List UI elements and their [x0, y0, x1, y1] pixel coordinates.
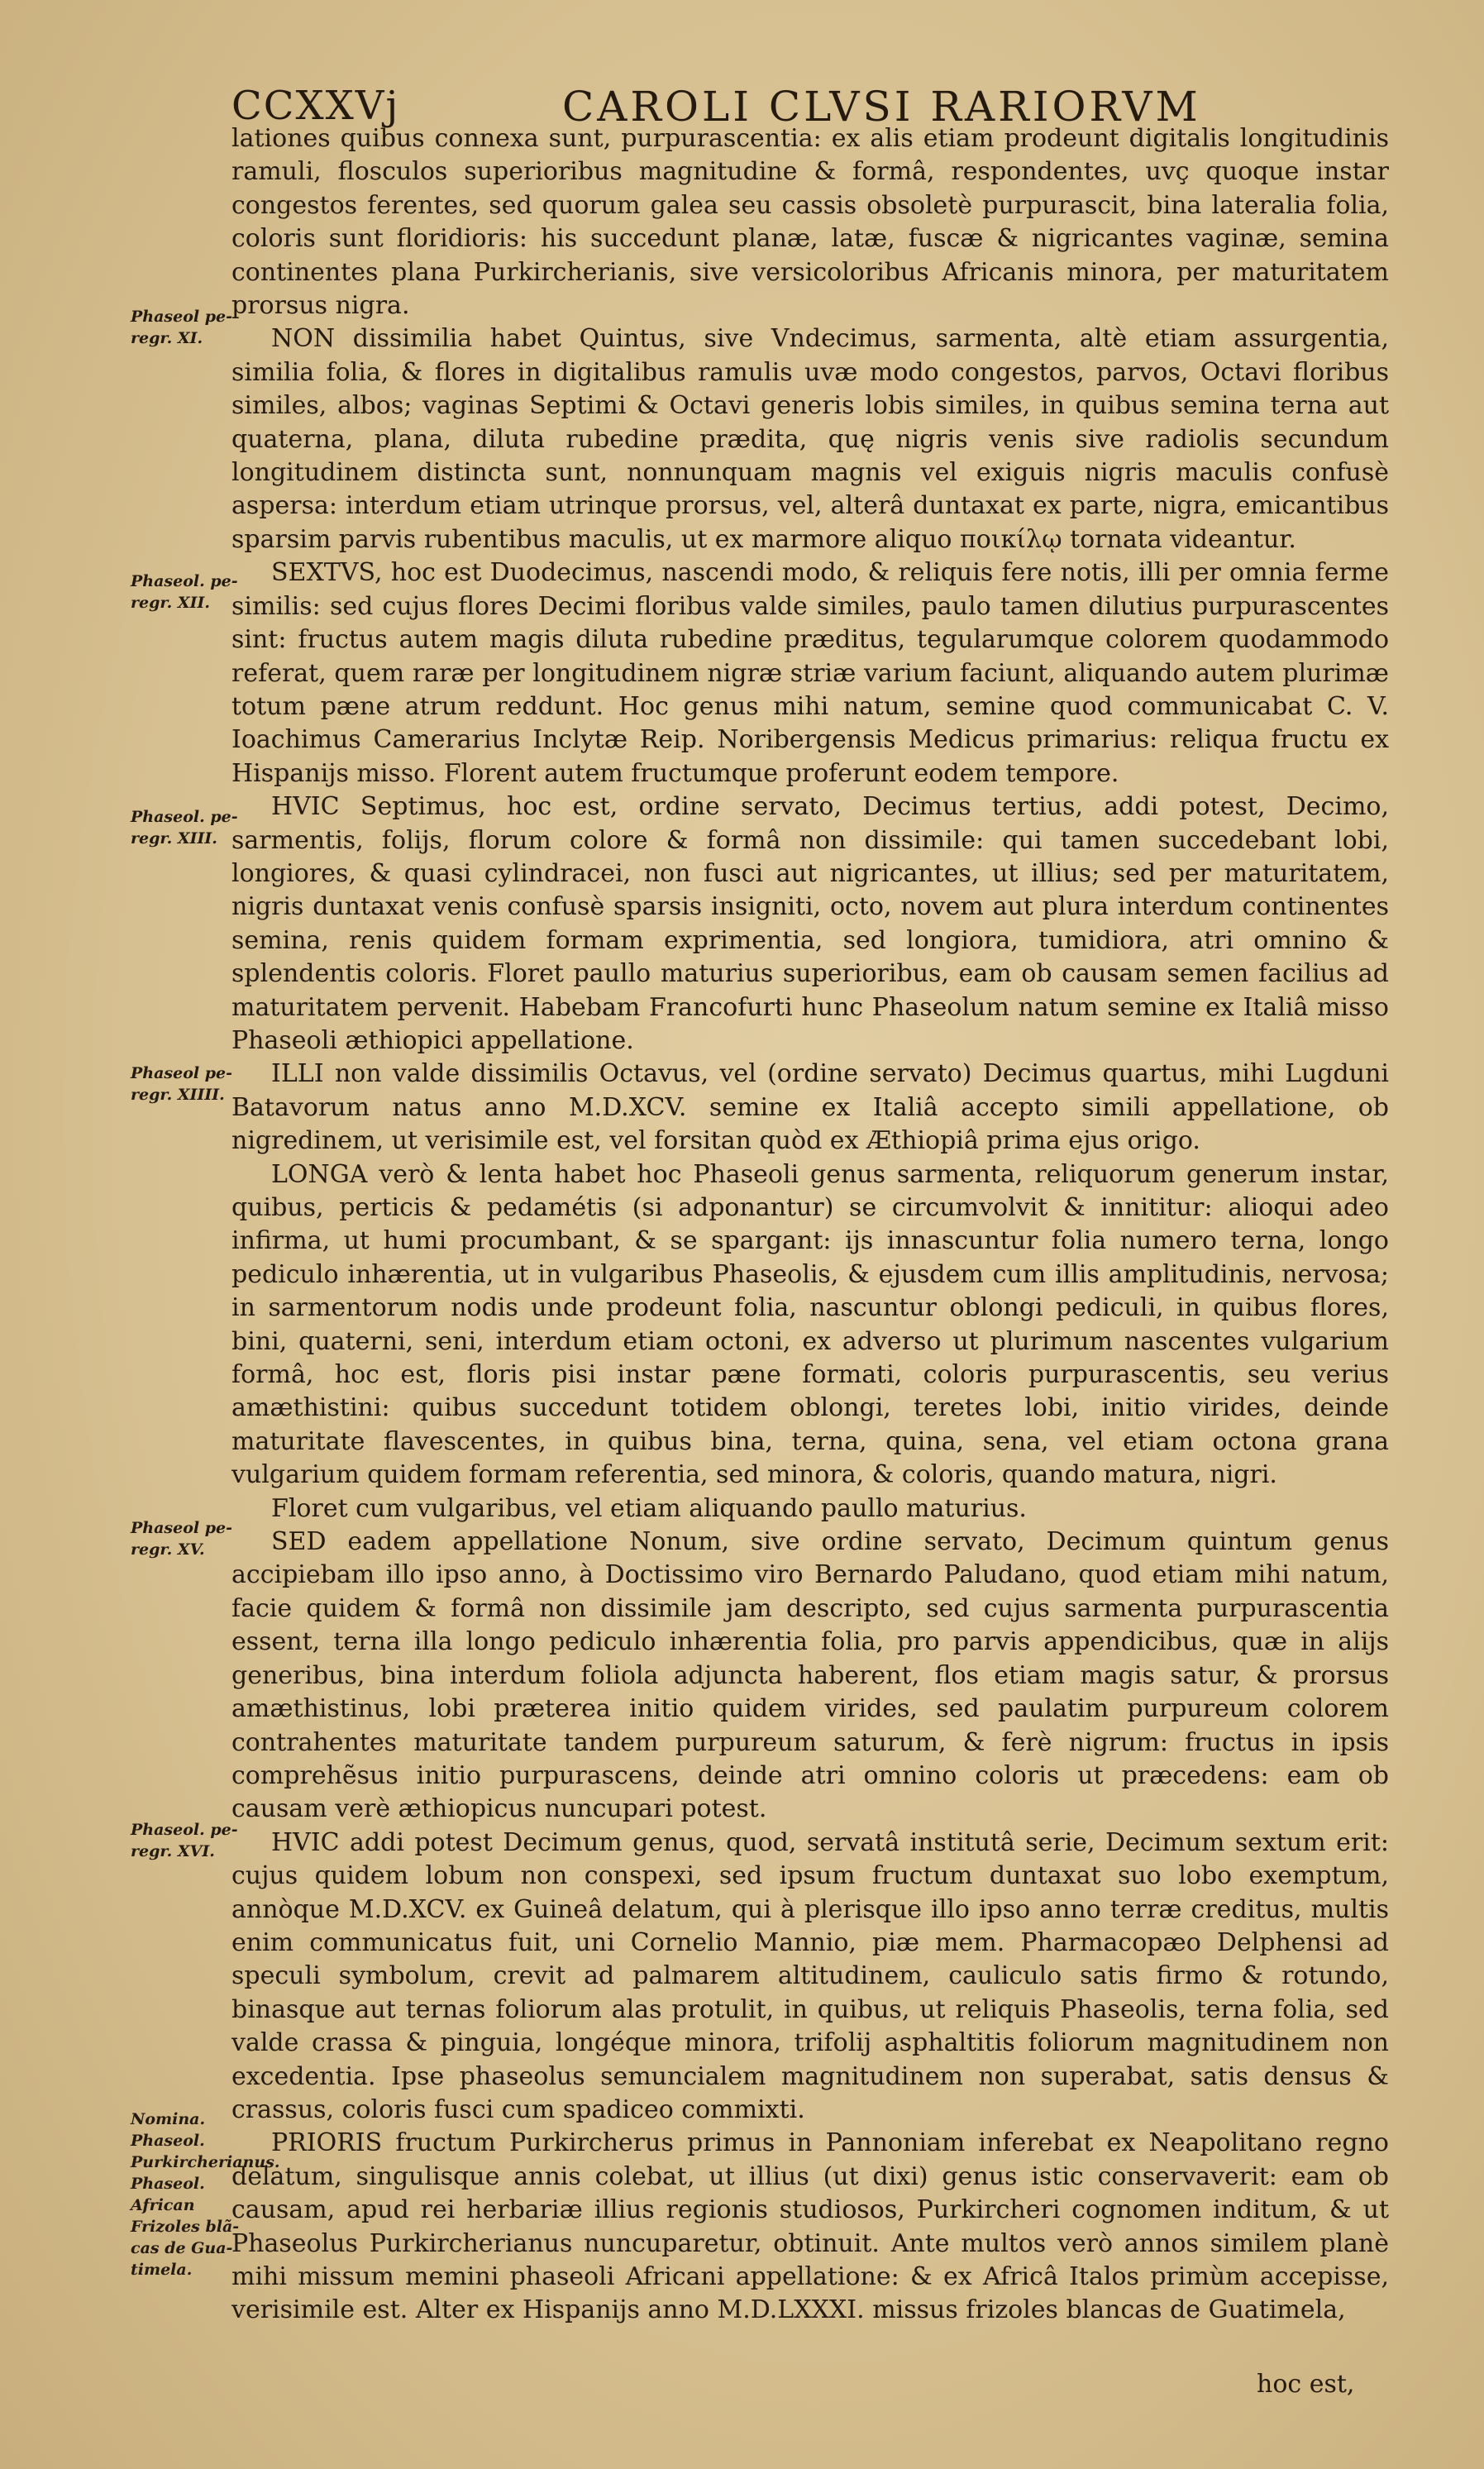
catchword: hoc est,	[1257, 2370, 1355, 2399]
margin-note: Phaseol pe-regr. XV.	[131, 1519, 232, 1559]
paragraph: HVIC addi potest Decimum genus, quod, servatâ institutâ serie, Decimum sextum erit: cujus quidem lobum non conspexi, sed ipsum fructum duntaxat suo lobo exemptum, annòque M.D.XCV. ex Guineâ delatum, qui à plerisque illo ipso anno terræ creditus, multis enim communicatus fuit, uni Cornelio Mannio, piæ mem. Pharmacopæo Delphensi ad speculi symbolum, crevit ad palmarem altitudinem, cauliculo satis firmo & rotundo, binasque aut ternas foliorum alas protulit, in quibus, ut reliquis Phaseolis, terna folia, sed valde crassa & pinguia, longéque minora, trifolij asphaltitis foliorum magnitudinem non excedentia. Ipse phaseolus semuncialem magnitudinem non superabat, satis densus & crassus, coloris fusci cum spadiceo commixti.	[231, 1827, 1389, 2124]
paragraph: LONGA verò & lenta habet hoc Phaseoli genus sarmenta, reliquorum generum instar, quibus, perticis & pedamétis (si adponantur) se circumvolvit & innititur: alioqui adeo infirma, ut humi procumbant, & se spargant: ijs innascuntur folia numero terna, longo pediculo inhærentia, ut in vulgaribus Phaseolis, & ejusdem cum illis amplitudinis, nervosa; in sarmentorum nodis unde prodeunt folia, nascuntur oblongi pediculi, in quibus flores, bini, quaterni, seni, interdum etiam octoni, ex adverso ut plurimum nascentes vulgarium formâ, hoc est, floris pisi instar pæne formati, coloris purpurascentis, seu verius amæthistini: quibus succedunt totidem oblongi, teretes lobi, initio virides, deinde maturitate flavescentes, in quibus bina, terna, quina, sena, vel etiam octona grana vulgarium quidem formam referentia, sed minora, & coloris, quando matura, nigri.	[231, 1159, 1389, 1490]
main-text	[231, 122, 1389, 2328]
running-title: CAROLI CLVSI RARIORVM	[562, 83, 1201, 131]
paragraph: PRIORIS fructum Purkircherus primus in Pannoniam inferebat ex Neapolitano regno delatum, singulisque annis colebat, ut illius (ut dixi) genus istic conservaverit: eam ob causam, apud rei herbariæ illius regionis studiosos, Purkircheri cognomen inditum, & ut Phaseolus Purkircherianus nuncuparetur, obtinuit. Ante multos verò annos similem planè mihi missum memini phaseoli Africani appellatione: & ex Africâ Italos primùm accepisse, verisimile est. Alter ex Hispanijs anno M.D.LXXXI. missus frizoles blancas de Guatimela,	[231, 2128, 1389, 2325]
paragraph: Floret cum vulgaribus, vel etiam aliquando paullo maturius.	[271, 1493, 1027, 1523]
folio-number: CCXXVj	[231, 83, 400, 129]
paragraph: ILLI non valde dissimilis Octavus, vel (ordine servato) Decimus quartus, mihi Lugduni Batavorum natus anno M.D.XCV. semine ex Italiâ accepto simili appellatione, ob nigredinem, ut verisimile est, vel forsitan quòd ex Æthiopiâ prima ejus origo.	[231, 1059, 1389, 1156]
margin-note: Nomina. Phaseol. Purkircherianus. Phaseol. African Frizoles blã-cas de Gua-timela.	[131, 2110, 280, 2279]
paragraph: lationes quibus connexa sunt, purpurascentia: ex alis etiam prodeunt digitalis longitudinis ramuli, flosculos superioribus magnitudine & formâ, respondentes, uvç quoque instar congestos ferentes, sed quorum galea seu cassis obsoletè purpurascit, bina lateralia folia, coloris sunt floridioris: his succedunt planæ, latæ, fuscæ & nigricantes vaginæ, semina continentes plana Purkircherianis, sive versicoloribus Africanis minora, per maturitatem prorsus nigra.	[231, 124, 1389, 321]
paragraph: NON dissimilia habet Quintus, sive Vndecimus, sarmenta, altè etiam assurgentia, similia folia, & flores in digitalibus ramulis uvæ modo congestos, parvos, Octavi floribus similes, albos; vaginas Septimi & Octavi generis lobis similes, in quibus semina terna aut quaterna, plana, diluta rubedine prædita, quę nigris venis sive radiolis secundum longitudinem distincta sunt, nonnunquam magnis vel exiguis nigris maculis confusè aspersa: interdum etiam utrinque prorsus, vel, alterâ duntaxat ex parte, nigra, emicantibus sparsim parvis rubentibus maculis, ut ex marmore aliquo ποικίλῳ tornata videantur.	[231, 324, 1389, 554]
paragraph: HVIC Septimus, hoc est, ordine servato, Decimus tertius, addi potest, Decimo, sarmentis, folijs, florum colore & formâ non dissimile: qui tamen succedebant lobi, longiores, & quasi cylindracei, non fusci aut nigricantes, ut illius; sed per maturitatem, nigris duntaxat venis confusè sparsis insigniti, octo, novem aut plura interdum continentes semina, renis quidem formam exprimentia, sed longiora, tumidiora, atri omnino & splendentis coloris. Floret paullo maturius superioribus, eam ob causam semen facilius ad maturitatem pervenit. Habebam Francofurti hunc Phaseolum natum semine ex Italiâ misso Phaseoli æthiopici appellatione.	[231, 792, 1389, 1055]
margin-note: Phaseol pe-regr. XIIII.	[131, 1064, 232, 1104]
margin-note: Phaseol pe-regr. XI.	[131, 308, 232, 347]
margin-note: Phaseol. pe-regr. XIII.	[131, 808, 238, 848]
paragraph: SEXTVS, hoc est Duodecimus, nascendi modo, & reliquis fere notis, illi per omnia ferme similis: sed cujus flores Decimi floribus valde similes, paulo tamen dilutius purpurascentes sint: fructus autem magis diluta rubedine præditus, tegularumque colorem quodammodo referat, quem raræ per longitudinem nigræ striæ varium faciunt, aliquando autem plurimæ totum pæne atrum reddunt. Hoc genus mihi natum, semine quod communicabat C. V. Ioachimus Camerarius Inclytæ Reip. Noribergensis Medicus primarius: reliqua fructu ex Hispanijs misso. Florent autem fructumque proferunt eodem tempore.	[231, 558, 1389, 788]
margin-note: Phaseol. pe-regr. XII.	[131, 572, 238, 612]
paragraph: SED eadem appellatione Nonum, sive ordine servato, Decimum quintum genus accipiebam illo ipso anno, à Doctissimo viro Bernardo Paludano, quod etiam mihi natum, facie quidem & formâ non dissimile jam descripto, sed cujus sarmenta purpurascentia essent, terna illa longo pediculo inhærentia folia, pro parvis appendicibus, quæ in alijs generibus, bina interdum foliola adjuncta haberent, flos etiam magis satur, & prorsus amæthistinus, lobi præterea initio quidem virides, sed paulatim purpureum colorem contrahentes maturitate tandem purpureum saturum, & ferè nigrum: fructus in ipsis comprehẽsus initio purpurascens, deinde atri omnino coloris ut præcedens: eam ob causam verè æthiopicus nuncupari potest.	[231, 1527, 1389, 1824]
margin-note: Phaseol. pe-regr. XVI.	[131, 1821, 238, 1860]
